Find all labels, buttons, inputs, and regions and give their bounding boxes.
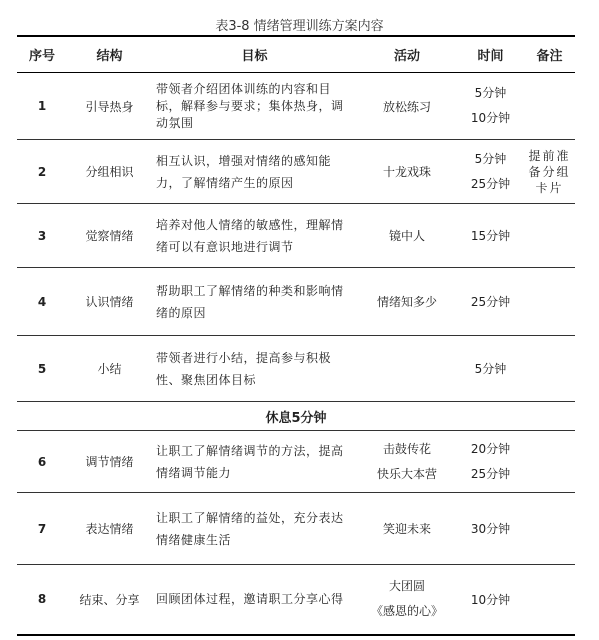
row-note bbox=[524, 336, 575, 402]
table-row bbox=[17, 336, 575, 402]
row-number: 5 bbox=[17, 336, 67, 402]
row-structure: 认识情绪 bbox=[67, 268, 152, 336]
activity-value: 快乐大本营 bbox=[376, 466, 437, 481]
time-value: 25分钟 bbox=[470, 466, 511, 481]
header-activity: 活动 bbox=[357, 36, 457, 73]
row-note bbox=[524, 204, 575, 268]
row-activity bbox=[357, 431, 457, 493]
row-number: 1 bbox=[17, 73, 67, 140]
row-time: 25分钟 bbox=[457, 268, 524, 336]
row-number: 6 bbox=[17, 431, 67, 493]
row-time: 10分钟 bbox=[457, 565, 524, 635]
table-row bbox=[17, 140, 575, 204]
row-number: 8 bbox=[17, 565, 67, 635]
time-value: 5分钟 bbox=[474, 86, 507, 100]
row-time bbox=[457, 431, 524, 493]
row-goal: 回顾团体过程，邀请职工分享心得 bbox=[152, 565, 357, 635]
row-number: 3 bbox=[17, 204, 67, 268]
row-note bbox=[524, 268, 575, 336]
activity-value: 大团圆 bbox=[388, 579, 425, 594]
row-activity: 笑迎未来 bbox=[357, 493, 457, 565]
row-time: 30分钟 bbox=[457, 493, 524, 565]
header-note: 备注 bbox=[524, 36, 575, 73]
row-structure: 小结 bbox=[67, 336, 152, 402]
row-goal: 相互认识，增强对情绪的感知能力，了解情绪产生的原因 bbox=[152, 140, 357, 204]
header-time: 时间 bbox=[457, 36, 524, 73]
row-time bbox=[457, 73, 524, 140]
table-row bbox=[17, 493, 575, 565]
row-number: 2 bbox=[17, 140, 67, 204]
row-goal: 带领者进行小结，提高参与积极性、聚焦团体目标 bbox=[152, 336, 357, 402]
row-structure: 觉察情绪 bbox=[67, 204, 152, 268]
row-structure: 结束、分享 bbox=[67, 565, 152, 635]
row-activity: 放松练习 bbox=[357, 73, 457, 140]
break-row bbox=[17, 402, 575, 431]
training-plan-table bbox=[17, 35, 575, 636]
table-title: 表3-8 情绪管理训练方案内容 bbox=[215, 19, 384, 34]
header-structure: 结构 bbox=[67, 36, 152, 73]
row-activity bbox=[357, 565, 457, 635]
row-note bbox=[524, 565, 575, 635]
row-note bbox=[524, 493, 575, 565]
row-activity: 镜中人 bbox=[357, 204, 457, 268]
row-note bbox=[524, 431, 575, 493]
row-structure: 调节情绪 bbox=[67, 431, 152, 493]
row-time: 5分钟 bbox=[457, 336, 524, 402]
table-row bbox=[17, 204, 575, 268]
time-value: 25分钟 bbox=[470, 176, 511, 191]
table-row bbox=[17, 565, 575, 635]
time-value: 5分钟 bbox=[474, 151, 507, 166]
header-goal: 目标 bbox=[152, 36, 357, 73]
row-goal: 培养对他人情绪的敏感性，理解情绪可以有意识地进行调节 bbox=[152, 204, 357, 268]
row-note: 提前准备分组卡片 bbox=[524, 140, 575, 204]
row-structure: 分组相识 bbox=[67, 140, 152, 204]
activity-value: 击鼓传花 bbox=[382, 441, 431, 456]
row-goal: 让职工了解情绪调节的方法，提高情绪调节能力 bbox=[152, 431, 357, 493]
row-activity: 情绪知多少 bbox=[357, 268, 457, 336]
header-no: 序号 bbox=[17, 36, 67, 73]
time-value: 10分钟 bbox=[470, 111, 511, 125]
row-activity bbox=[357, 336, 457, 402]
table-row bbox=[17, 73, 575, 140]
row-number: 7 bbox=[17, 493, 67, 565]
row-structure: 引导热身 bbox=[67, 73, 152, 140]
row-time bbox=[457, 140, 524, 204]
table-row bbox=[17, 268, 575, 336]
table-row bbox=[17, 431, 575, 493]
row-structure: 表达情绪 bbox=[67, 493, 152, 565]
break-label: 休息5分钟 bbox=[17, 402, 575, 431]
row-activity: 十龙戏珠 bbox=[357, 140, 457, 204]
row-goal: 帮助职工了解情绪的种类和影响情绪的原因 bbox=[152, 268, 357, 336]
activity-value: 《感恩的心》 bbox=[370, 604, 443, 619]
time-value: 20分钟 bbox=[470, 441, 511, 456]
row-goal: 让职工了解情绪的益处，充分表达情绪健康生活 bbox=[152, 493, 357, 565]
row-goal: 带领者介绍团体训练的内容和目标，解释参与要求；集体热身，调动氛围 bbox=[152, 73, 357, 140]
row-note bbox=[524, 73, 575, 140]
row-time: 15分钟 bbox=[457, 204, 524, 268]
row-number: 4 bbox=[17, 268, 67, 336]
